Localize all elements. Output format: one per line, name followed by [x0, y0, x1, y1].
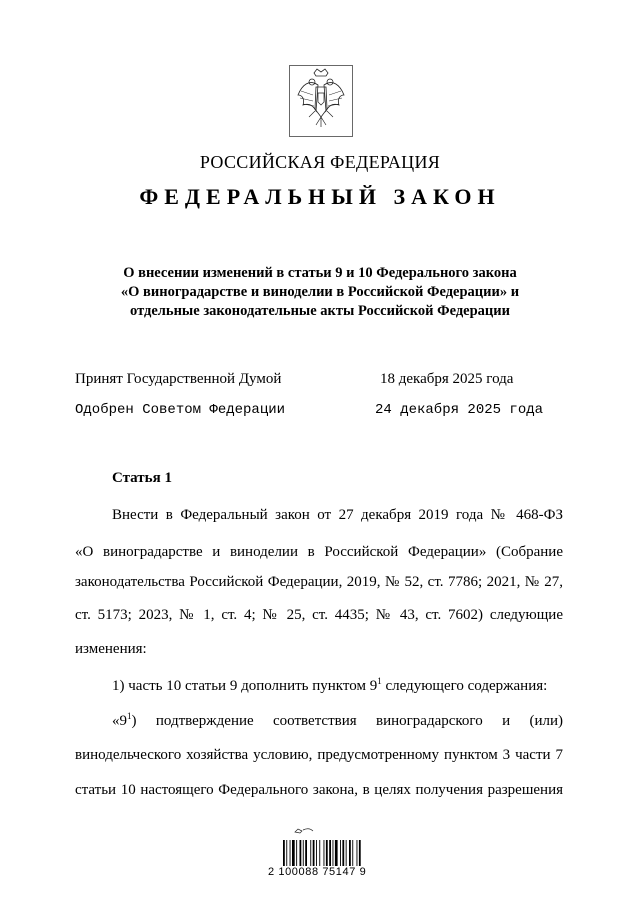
- article-paragraph-line: Внести в Федеральный закон от 27 декабря 2019 года № 468-ФЗ: [112, 507, 563, 523]
- article-item-1: [112, 677, 563, 695]
- adopted-by-duma-label: Принят Государственной Думой: [75, 371, 282, 387]
- document-type-title: ФЕДЕРАЛЬНЫЙ ЗАКОН: [139, 184, 501, 209]
- law-subject-line: О внесении изменений в статьи 9 и 10 Федерального закона: [123, 265, 517, 281]
- article-heading: Статья 1: [112, 470, 172, 486]
- barcode-number: 2 100088 75147 9: [268, 866, 367, 878]
- law-subject-line: отдельные законодательные акты Российской Федерации: [130, 303, 510, 319]
- law-subject: [60, 264, 580, 321]
- law-subject-line: «О виноградарстве и виноделии в Российской Федерации» и: [120, 284, 520, 300]
- coat-of-arms-emblem: [289, 65, 353, 137]
- approved-by-council-date: 24 декабря 2025 года: [375, 402, 544, 418]
- article-paragraph-line: ст. 5173; 2023, № 1, ст. 4; № 25, ст. 4435; № 43, ст. 7602) следующие: [75, 607, 563, 623]
- quote-line: статьи 10 настоящего Федерального закона, в целях получения разрешения: [75, 782, 563, 798]
- quote-text: ) подтверждение соответствия виноградарского и (или): [131, 713, 563, 729]
- article-paragraph-line: изменения:: [75, 641, 147, 657]
- approved-by-council-label: Одобрен Советом Федерации: [75, 402, 286, 418]
- adopted-by-duma-date: 18 декабря 2025 года: [380, 371, 514, 387]
- quote-superscript: 1: [127, 711, 132, 721]
- article-paragraph-line: «О виноградарстве и виноделии в Российской Федерации» (Собрание: [75, 544, 563, 560]
- quote-first-line: [112, 712, 563, 730]
- state-name: РОССИЙСКАЯ ФЕДЕРАЦИЯ: [199, 152, 441, 172]
- item-superscript: 1: [377, 676, 382, 686]
- quote-line: винодельческого хозяйства условию, предусмотренному пунктом 3 части 7: [75, 747, 563, 763]
- item-text: 1) часть 10 статьи 9 дополнить пунктом 9: [112, 678, 378, 694]
- item-text: следующего содержания:: [381, 678, 548, 694]
- quote-open: «9: [112, 713, 127, 729]
- article-paragraph-line: законодательства Российской Федерации, 2019, № 52, ст. 7786; 2021, № 27,: [75, 574, 563, 590]
